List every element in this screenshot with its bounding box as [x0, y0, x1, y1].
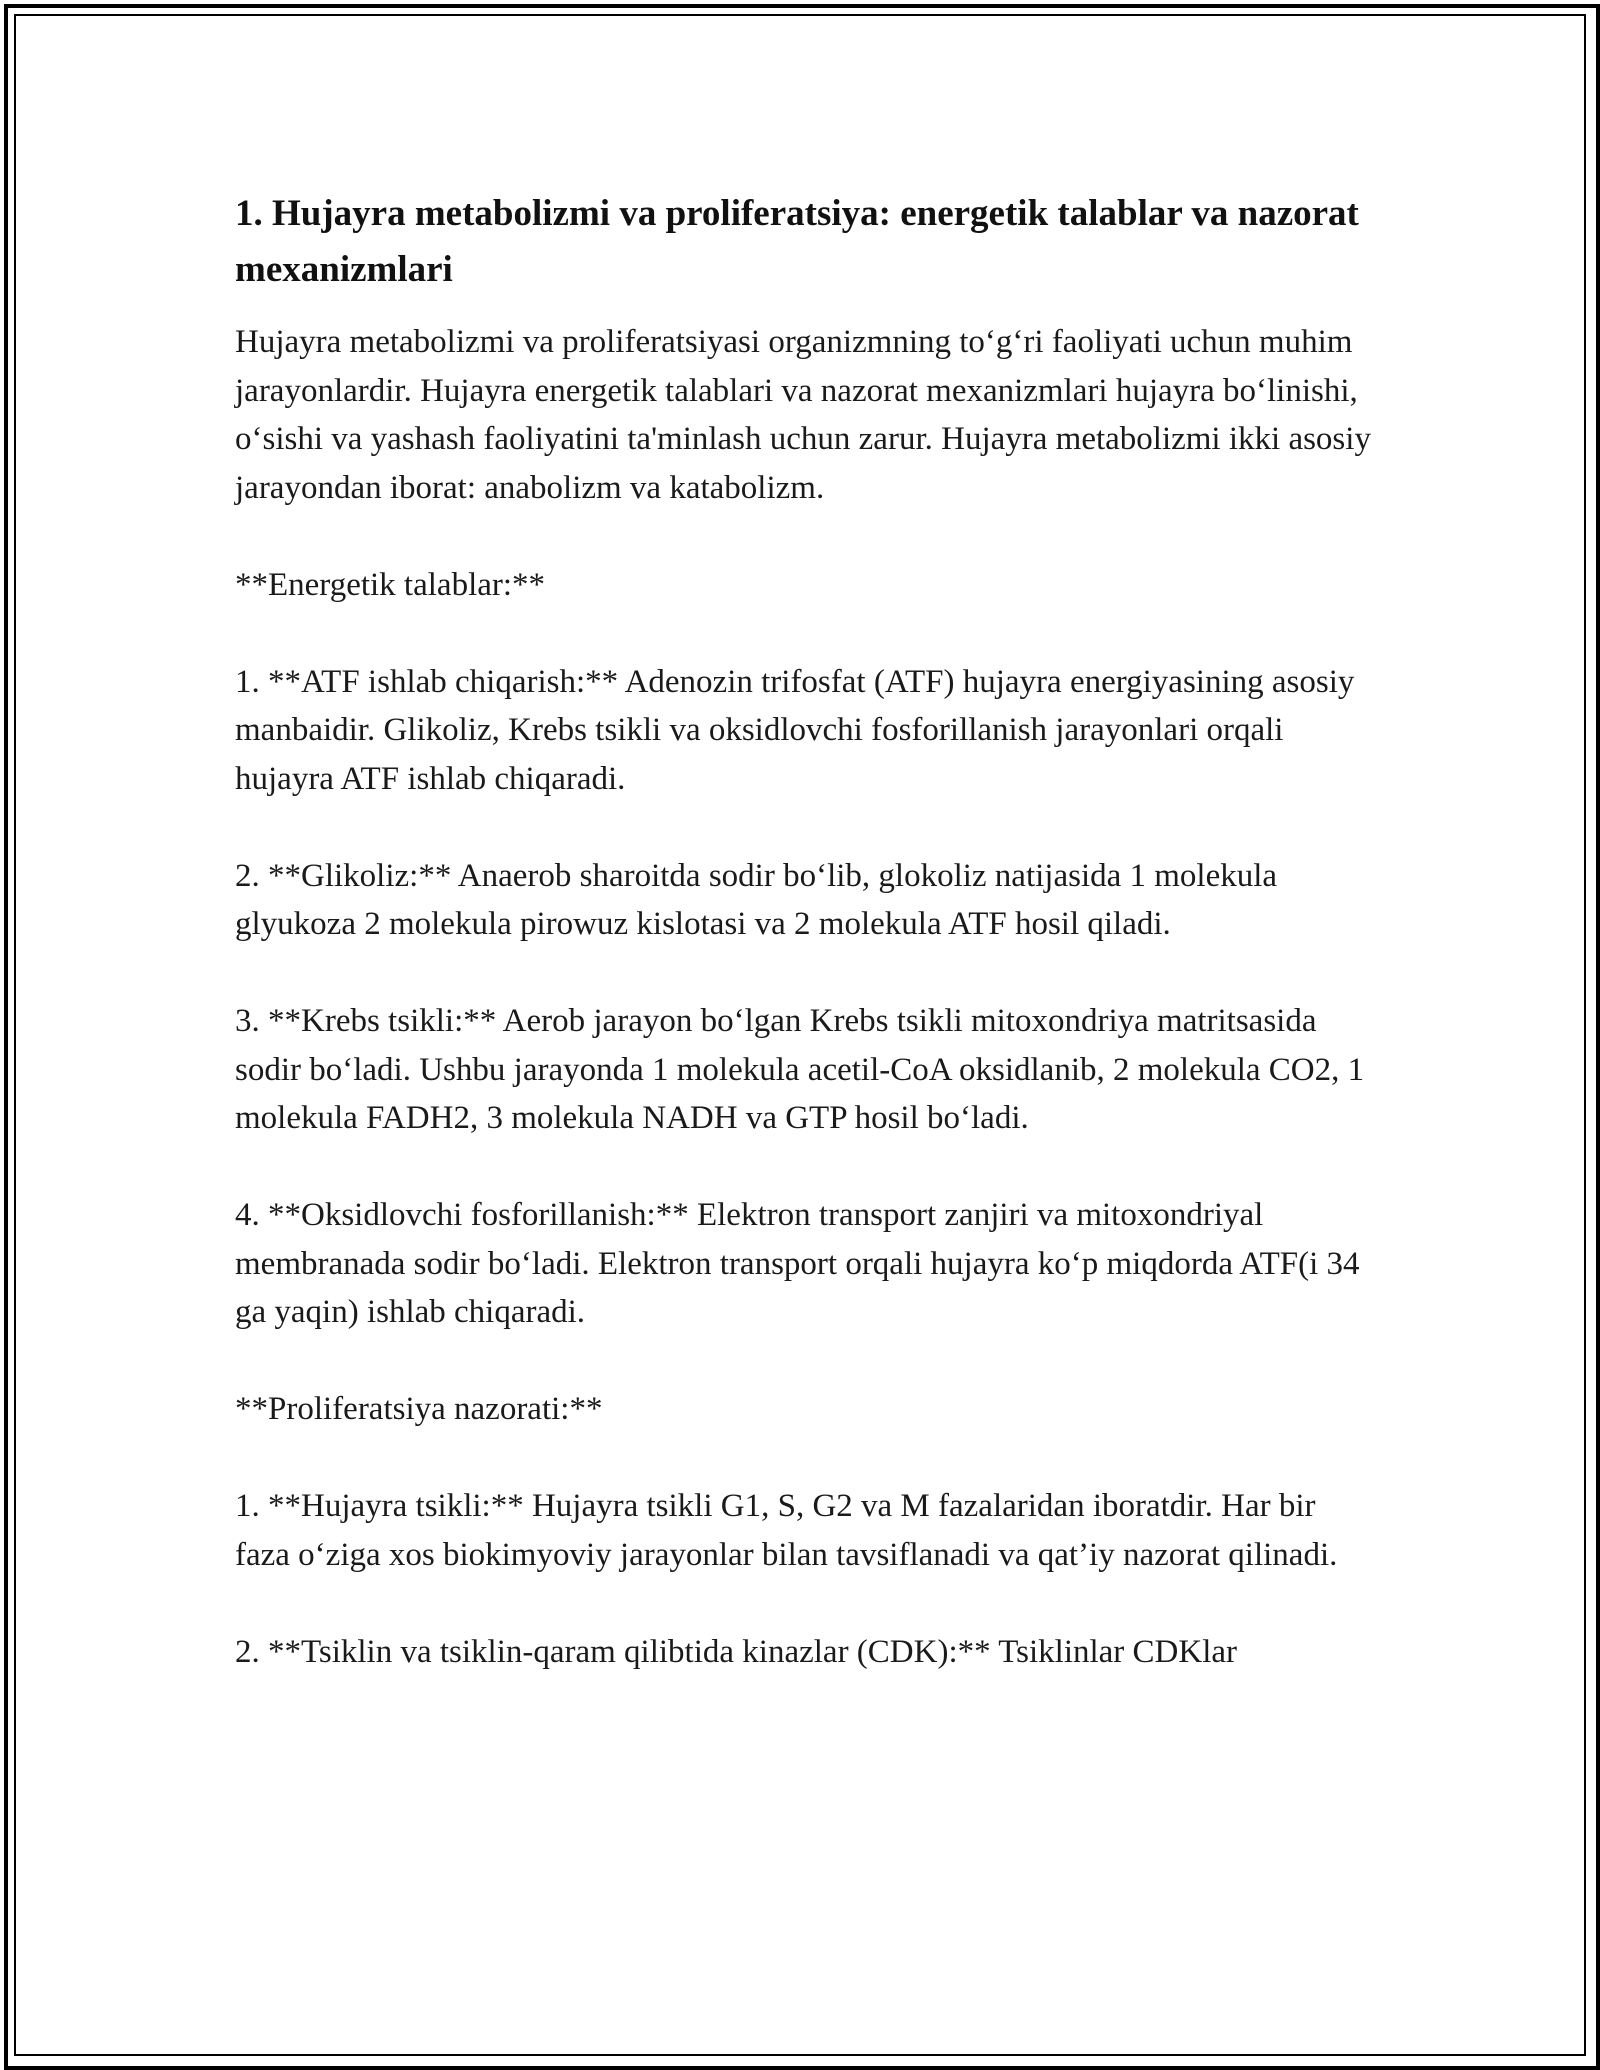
list-item-glycolysis: 2. **Glikoliz:** Anaerob sharoitda sodir bo‘lib, glokoliz natijasida 1 molekula glyukoza 2 molekula pirowuz kislotasi va 2 molekula ATF hosil qiladi. [235, 857, 1278, 942]
intro-paragraph: Hujayra metabolizmi va proliferatsiyasi organizmning to‘g‘ri faoliyati uchun muhim jarayonlardir. Hujayra energetik talablari va nazorat mexanizmlari hujayra bo‘linishi, o‘sishi va yashash faoliyatini ta'minlash uchun zarur. Hujayra metabolizmi ikki asosiy jarayondan iborat: anabolizm va katabolizm. [235, 324, 1371, 506]
section-heading-energy: **Energetik talablar:** [235, 566, 546, 603]
list-item-krebs: 3. **Krebs tsikli:** Aerob jarayon bo‘lgan Krebs tsikli mitoxondriya matritsasida sodir bo‘ladi. Ushbu jarayonda 1 molekula acetil-CoA oksidlanib, 2 molekula CO2, 1 molekula FADH2, 3 molekula NADH va GTP hosil bo‘ladi. [235, 1003, 1365, 1136]
document-body [235, 186, 1375, 1725]
list-item-oxidative-phosphorylation: 4. **Oksidlovchi fosforillanish:** Elektron transport zanjiri va mitoxondriyal membranada sodir bo‘ladi. Elektron transport orqali hujayra ko‘p miqdorda ATF(i 34 ga yaqin) ishlab chiqaradi. [235, 1197, 1360, 1330]
document-title: 1. Hujayra metabolizmi va proliferatsiya: energetik talablar va nazorat mexanizmlari [235, 193, 1359, 290]
list-item-cyclins-cdk: 2. **Tsiklin va tsiklin-qaram qilibtida kinazlar (CDK):** Tsiklinlar CDKlar [235, 1633, 1238, 1670]
section-heading-proliferation: **Proliferatsiya nazorati:** [235, 1391, 603, 1427]
list-item-cell-cycle: 1. **Hujayra tsikli:** Hujayra tsikli G1, S, G2 va M fazalaridan iboratdir. Har bir faza o‘ziga xos biokimyoviy jarayonlar bilan tavsiflanadi va qat’iy nazorat qilinadi. [235, 1488, 1338, 1573]
list-item-atp: 1. **ATF ishlab chiqarish:** Adenozin trifosfat (ATF) hujayra energiyasining asosiy manbaidir. Glikoliz, Krebs tsikli va oksidlovchi fosforillanish jarayonlari orqali hujayra ATF ishlab chiqaradi. [235, 663, 1355, 797]
